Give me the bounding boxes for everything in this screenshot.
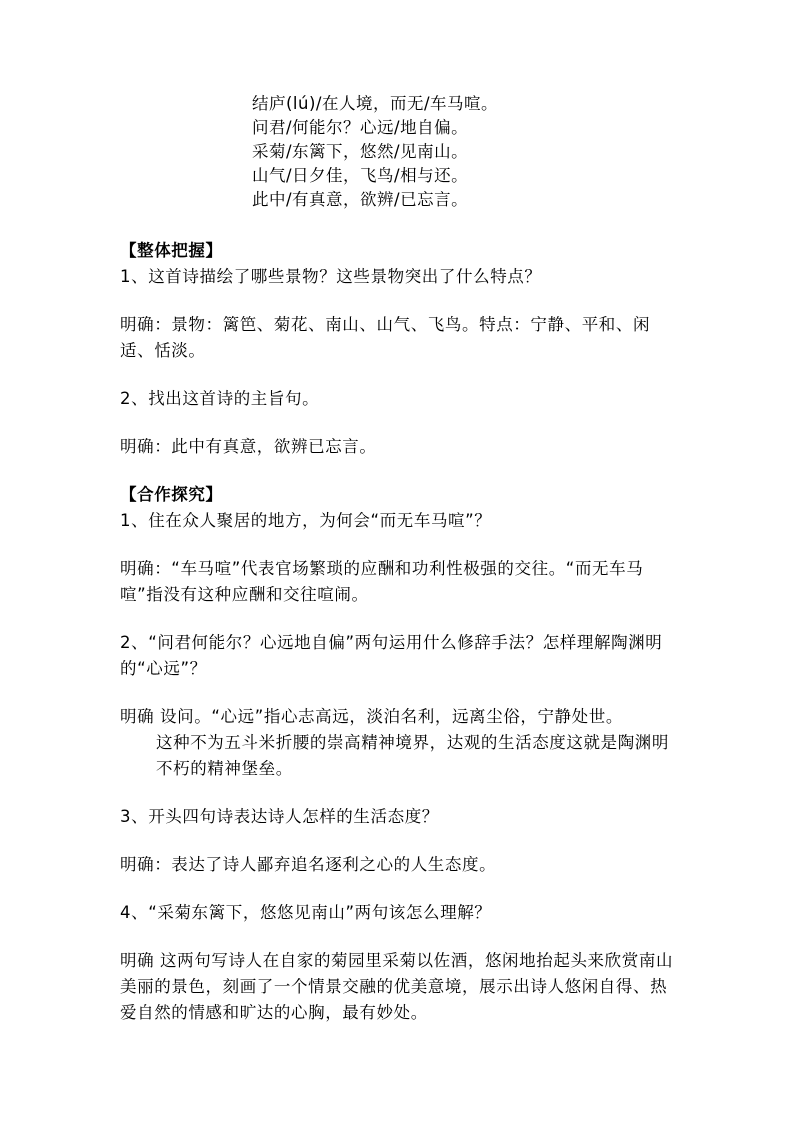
question: 2、找出这首诗的主旨句。 [120,389,320,408]
poem-line: 此中/有真意，欲辨/已忘言。 [252,190,469,209]
section-title-explore: 【合作探究】 [120,485,223,504]
question: 1、这首诗描绘了哪些景物？这些景物突出了什么特点？ [120,267,542,286]
answer: 明确：景物：篱笆、菊花、南山、山气、飞鸟。特点：宁静、平和、闲适、恬淡。 [120,315,651,360]
answer: 明确：表达了诗人鄙弃追名逐利之心的人生态度。 [120,855,497,874]
poem-line: 采菊/东篱下，悠然/见南山。 [252,142,469,161]
answer: 明确：此中有真意，欲辨已忘言。 [120,437,377,456]
question: 4、“采菊东篱下，悠悠见南山”两句该怎么理解？ [120,903,492,922]
poem-line: 山气/日夕佳，飞鸟/相与还。 [252,166,469,185]
answer: 明确：“车马喧”代表官场繁琐的应酬和功利性极强的交往。“而无车马喧”指没有这种应酬和交往喧闹。 [120,559,644,604]
poem-line: 问君/何能尔？心远/地自偏。 [252,118,469,137]
answer: 明确 设问。“心远”指心志高远，淡泊名利，远离尘俗，宁静处世。 [120,707,623,726]
study-content [120,238,680,1026]
answer-continued: 这种不为五斗米折腰的崇高精神境界，达观的生活态度这就是陶渊明不朽的精神堡垒。 [156,733,669,778]
poem-block [252,92,498,212]
question: 1、住在众人聚居的地方，为何会“而无车马喧”？ [120,511,492,530]
question: 3、开头四句诗表达诗人怎样的生活态度？ [120,807,439,826]
question: 2、“问君何能尔？心远地自偏”两句运用什么修辞手法？怎样理解陶渊明的“心远”？ [120,633,663,678]
poem-line: 结庐(lú)/在人境，而无/车马喧。 [252,94,499,113]
section-title-overview: 【整体把握】 [120,241,223,260]
answer: 明确 这两句写诗人在自家的菊园里采菊以佐酒，悠闲地抬起头来欣赏南山美丽的景色，刻画了一个情景交融的优美意境，展示出诗人悠闲自得、热爱自然的情感和旷达的心胸，最有妙处。 [120,951,674,1022]
